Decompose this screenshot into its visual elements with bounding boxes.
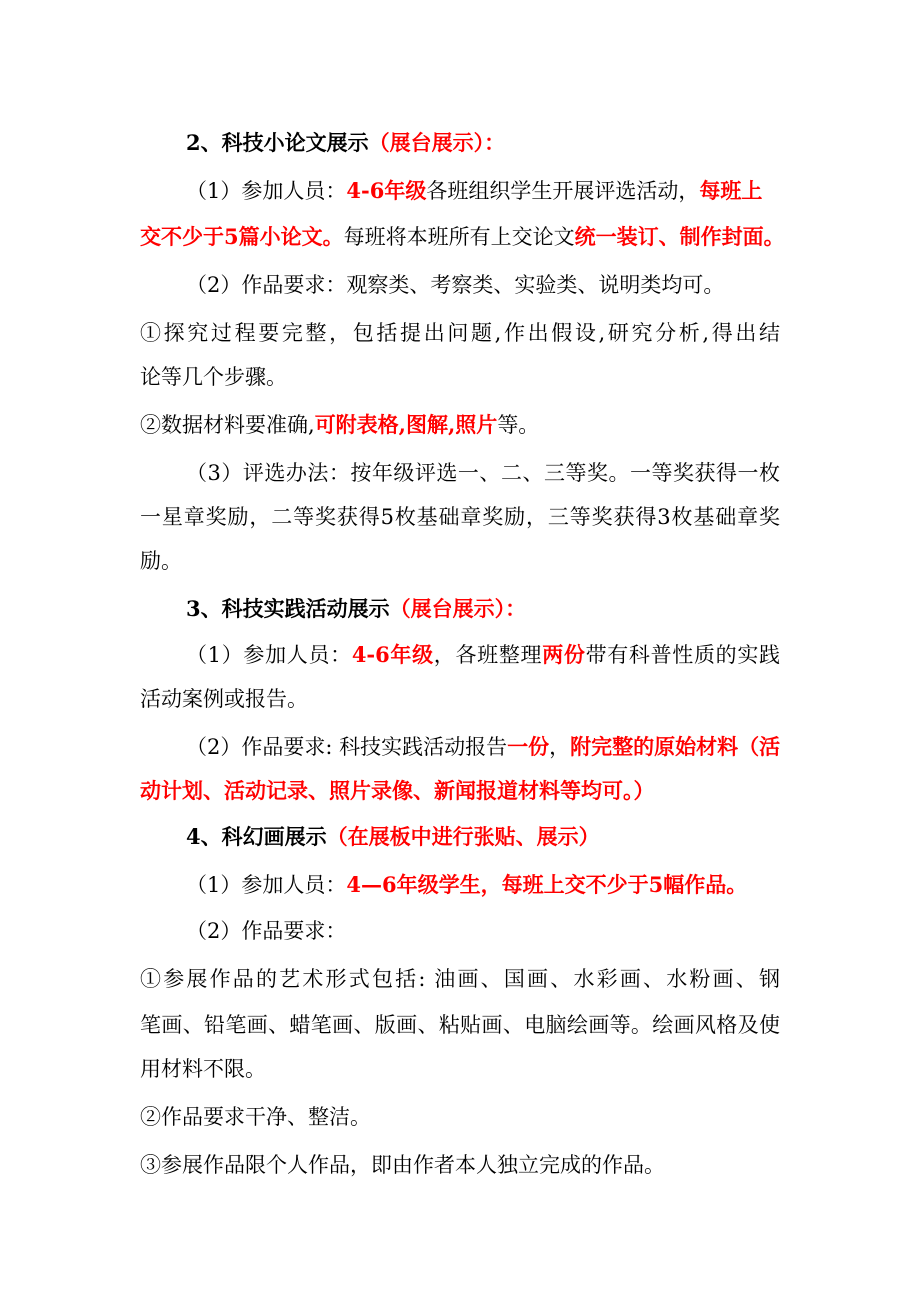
sec2-item1-grade: 4-6年级	[346, 178, 427, 203]
sec3-item1-line2: 活动案例或报告。	[140, 687, 308, 711]
sec4-req1-line2: 笔画、铅笔画、蜡笔画、版画、粘贴画、电脑绘画等。绘画风格及使	[140, 1013, 780, 1037]
sec4-item1-prefix: （1）参加人员：	[186, 873, 347, 897]
sec3-item2-line1	[0, 732, 780, 762]
sec3-item2-comma: ，	[549, 735, 571, 759]
sec4-req2: ②作品要求干净、整洁。	[140, 1105, 371, 1129]
sec3-item1-line1	[0, 640, 780, 670]
sec2-item1-binding: 统一装订、制作封面。	[574, 224, 785, 249]
sec2-step1-line1: ①探究过程要完整，包括提出问题,作出假设,研究分析,得出结	[140, 321, 780, 345]
sec4-req1-line1: ①参展作品的艺术形式包括: 油画、国画、水彩画、水粉画、钢	[140, 967, 780, 991]
section-2-heading	[0, 128, 920, 158]
sec3-item1-grade: 4-6年级	[351, 642, 434, 667]
sec2-step2	[0, 410, 920, 440]
sec3-item2-materials-list: 动计划、活动记录、照片录像、新闻报道材料等均可。）	[140, 778, 655, 803]
section-2-title: 2、科技小论文展示	[186, 130, 369, 155]
section-3-title-note: （展台展示）：	[389, 596, 527, 621]
sec3-item2-count: 一份	[507, 734, 550, 759]
sec2-step2-suffix: 等。	[497, 413, 540, 437]
sec2-item1-quota-a: 每班上	[699, 178, 763, 203]
sec4-item1-requirement: 4—6年级学生，每班上交不少于5幅作品。	[346, 872, 748, 897]
section-4-heading	[0, 822, 920, 852]
sec3-item2-line2	[0, 776, 920, 806]
sec4-item2: （2）作品要求：	[186, 919, 347, 943]
sec4-req3: ③参展作品限个人作品，即由作者本人独立完成的作品。	[140, 1153, 665, 1177]
sec3-item1-suffix: 带有科普性质的实践	[585, 643, 780, 667]
sec2-item2: （2）作品要求：观察类、考察类、实验类、说明类均可。	[186, 273, 725, 297]
section-4-title: 4、科幻画展示	[186, 824, 327, 849]
sec2-step2-prefix: ②数据材料要准确,	[140, 413, 315, 437]
sec4-req1-line3: 用材料不限。	[140, 1057, 266, 1081]
sec3-item1-mid: ，各班整理	[433, 643, 543, 667]
sec2-item3-line3: 励。	[140, 549, 182, 573]
sec2-item1-prefix: （1）参加人员：	[186, 179, 347, 203]
sec3-item1-prefix: （1）参加人员：	[186, 643, 352, 667]
sec3-item1-count: 两份	[542, 642, 586, 667]
sec3-item2-prefix: （2）作品要求: 科技实践活动报告	[186, 735, 508, 759]
sec2-step2-attachments: 可附表格,图解,照片	[314, 412, 498, 437]
sec2-item3-line1: （3）评选办法：按年级评选一、二、三等奖。一等奖获得一枚	[186, 461, 780, 485]
section-2-title-note: （展台展示）：	[368, 130, 506, 155]
section-3-heading	[0, 594, 920, 624]
sec4-item1	[0, 870, 920, 900]
sec2-item1-line2	[0, 222, 920, 252]
sec2-step1-line2: 论等几个步骤。	[140, 365, 287, 389]
sec2-item3-line2: 一星章奖励，二等奖获得5枚基础章奖励，三等奖获得3枚基础章奖	[140, 505, 780, 529]
section-3-title: 3、科技实践活动展示	[186, 596, 390, 621]
section-4-title-note: （在展板中进行张贴、展示）	[326, 824, 600, 849]
sec2-item1-mid2: 每班将本班所有上交论文	[343, 225, 575, 249]
sec2-item1-line1	[0, 176, 782, 206]
sec2-item1-mid: 各班组织学生开展评选活动，	[426, 179, 700, 203]
sec3-item2-materials: 附完整的原始材料（活	[570, 734, 781, 759]
sec2-item1-quota-b: 交不少于5篇小论文。	[140, 224, 344, 249]
